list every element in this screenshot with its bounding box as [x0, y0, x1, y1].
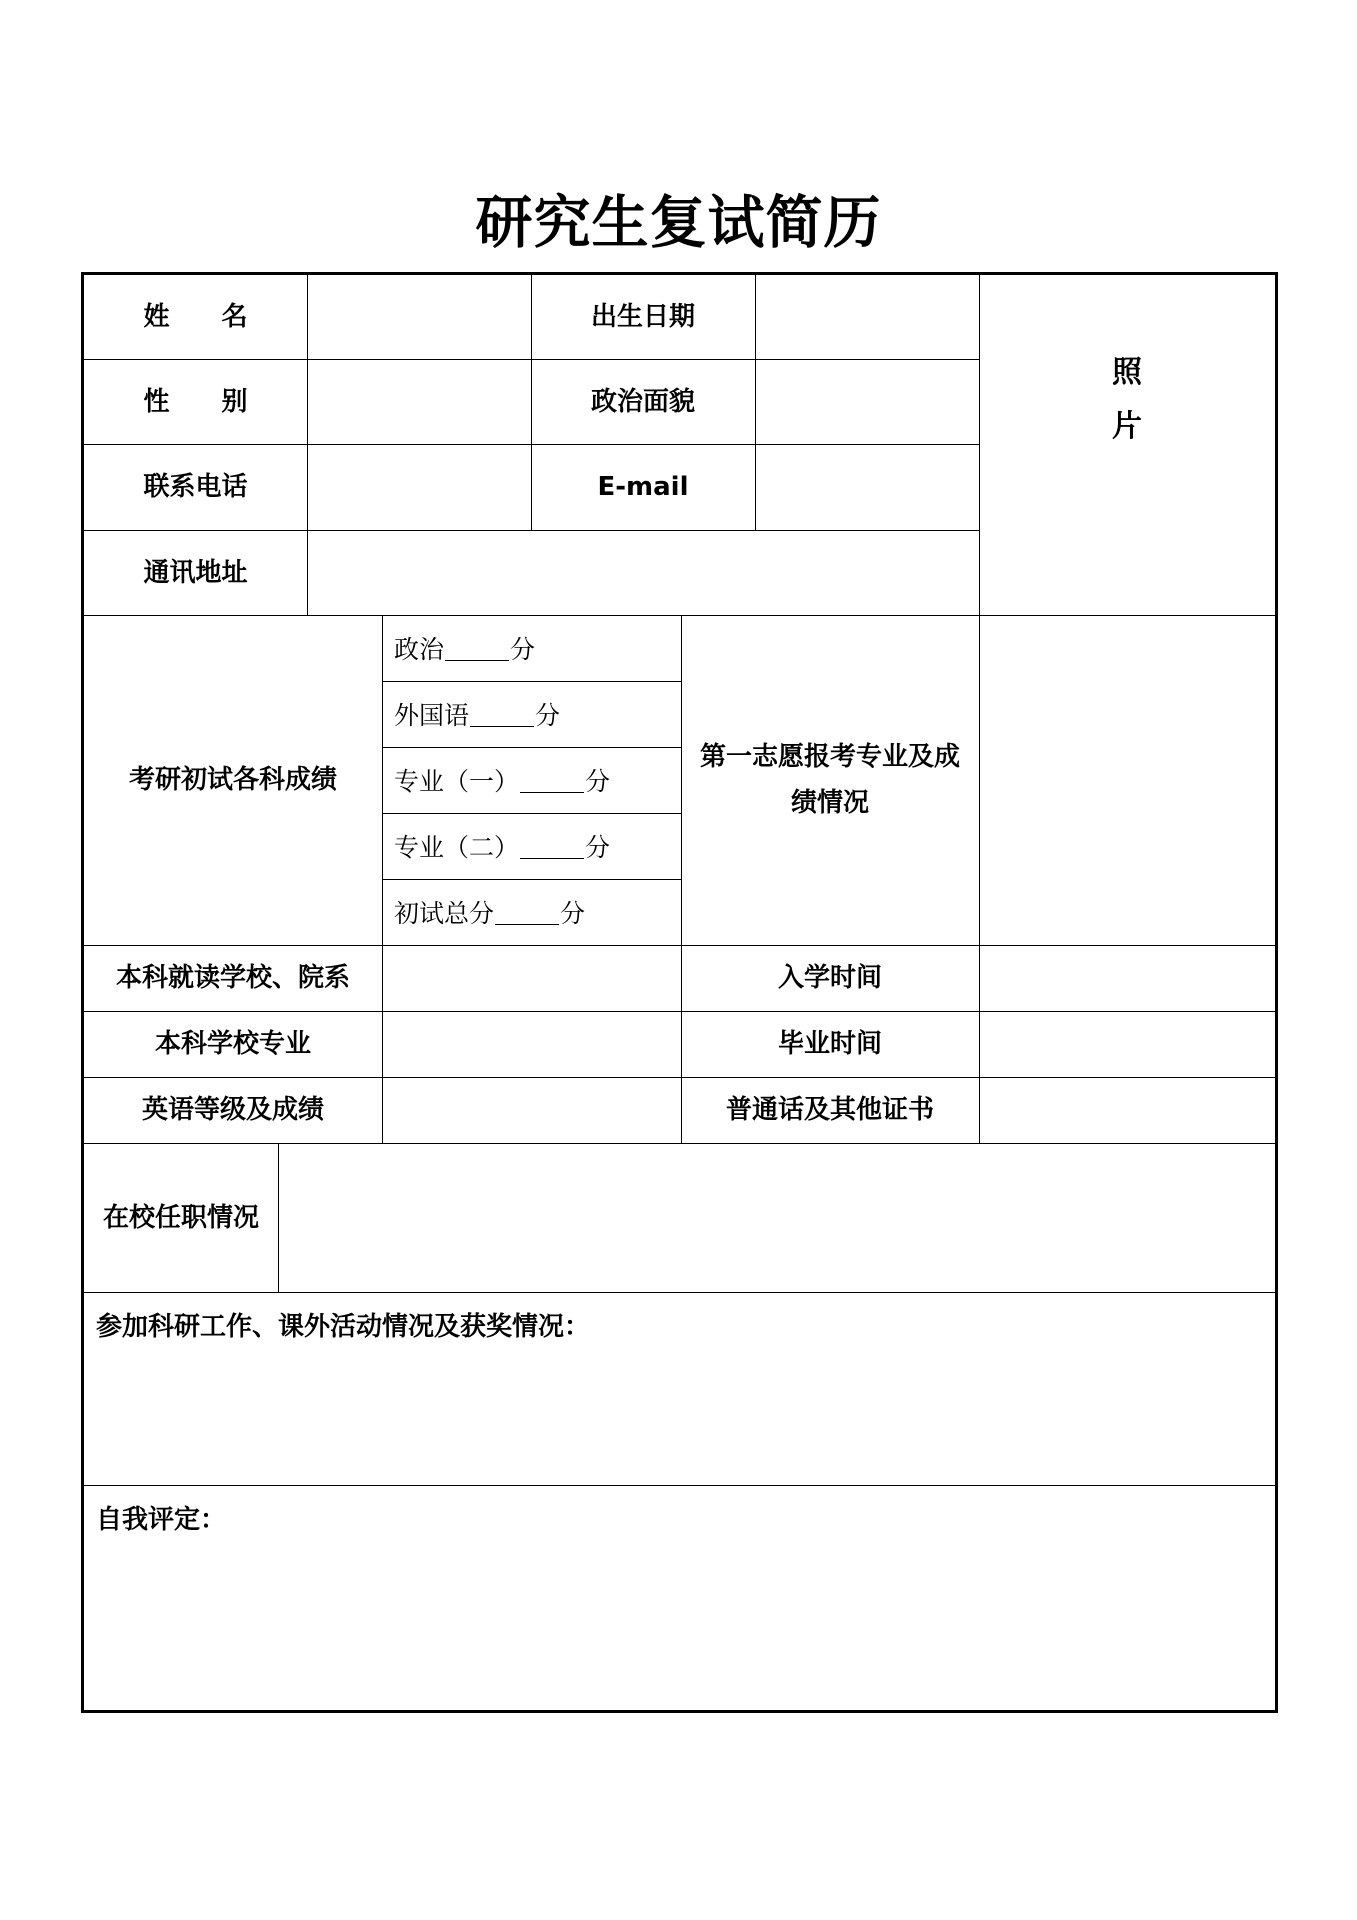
major1-score-label: 专业（一）: [394, 767, 520, 796]
graduation-date-label: 毕业时间: [777, 1029, 882, 1059]
foreign-language-score-label: 外国语: [394, 701, 470, 730]
page-title: 研究生复试简历: [475, 190, 882, 256]
certificates-field[interactable]: [980, 1077, 1275, 1143]
birth-date-label: 出生日期: [590, 302, 695, 332]
phone-field[interactable]: [308, 444, 531, 530]
first-choice-field[interactable]: [980, 615, 1275, 945]
politics-score-label: 政治: [394, 635, 445, 664]
political-status-field[interactable]: [756, 359, 979, 444]
foreign-language-score-row[interactable]: [382, 681, 681, 747]
foreign-language-score-blank[interactable]: [470, 702, 534, 727]
major1-score-row[interactable]: [382, 747, 681, 813]
phone-label: 联系电话: [143, 472, 248, 502]
undergrad-major-field[interactable]: [383, 1011, 681, 1077]
major2-score-blank[interactable]: [520, 834, 584, 859]
email-field[interactable]: [756, 444, 979, 530]
politics-score-unit: 分: [510, 635, 536, 664]
major2-score-unit: 分: [585, 833, 611, 862]
enrollment-date-field[interactable]: [980, 945, 1275, 1011]
resume-table: [81, 272, 1278, 1713]
politics-score-row[interactable]: [382, 615, 681, 681]
politics-score-blank[interactable]: [445, 636, 509, 661]
photo-placeholder[interactable]: [979, 275, 1275, 525]
campus-position-field[interactable]: [279, 1143, 1275, 1292]
english-level-field[interactable]: [383, 1077, 681, 1143]
undergrad-school-field[interactable]: [383, 945, 681, 1011]
major2-score-row[interactable]: [382, 813, 681, 879]
major1-score-unit: 分: [585, 767, 611, 796]
graduation-date-field[interactable]: [980, 1011, 1275, 1077]
political-status-label: 政治面貌: [590, 386, 695, 417]
total-score-blank[interactable]: [495, 900, 559, 925]
major2-score-label: 专业（二）: [394, 833, 520, 862]
major1-score-blank[interactable]: [520, 768, 584, 793]
photo-label-line1: 照: [1112, 355, 1142, 390]
total-score-row[interactable]: [382, 879, 681, 945]
gender-field[interactable]: [308, 359, 531, 444]
enrollment-date-label: 入学时间: [777, 963, 882, 993]
email-label: E-mail: [597, 472, 689, 502]
gender-label: 性 别: [143, 386, 248, 417]
first-choice-label: 第一志愿报考专业及成绩情况: [699, 742, 960, 818]
research-activities-label: 参加科研工作、课外活动情况及获奖情况：: [96, 1312, 591, 1342]
total-score-label: 初试总分: [394, 899, 495, 928]
foreign-language-score-unit: 分: [535, 701, 561, 730]
birth-date-field[interactable]: [756, 275, 979, 359]
address-label: 通讯地址: [143, 557, 248, 588]
campus-position-label: 在校任职情况: [102, 1202, 259, 1233]
total-score-unit: 分: [560, 899, 586, 928]
photo-label-line2: 片: [1112, 409, 1142, 444]
name-field[interactable]: [308, 275, 531, 359]
undergrad-school-label: 本科就读学校、院系: [115, 963, 350, 993]
undergrad-major-label: 本科学校专业: [154, 1029, 311, 1059]
research-activities-field[interactable]: [84, 1292, 1275, 1497]
self-evaluation-field[interactable]: [84, 1485, 1275, 1722]
name-label: 姓 名: [143, 302, 248, 332]
exam-scores-label: 考研初试各科成绩: [128, 765, 337, 795]
address-field[interactable]: [308, 530, 979, 615]
certificates-label: 普通话及其他证书: [725, 1095, 934, 1125]
english-level-label: 英语等级及成绩: [141, 1095, 324, 1125]
self-evaluation-label: 自我评定：: [96, 1505, 227, 1535]
